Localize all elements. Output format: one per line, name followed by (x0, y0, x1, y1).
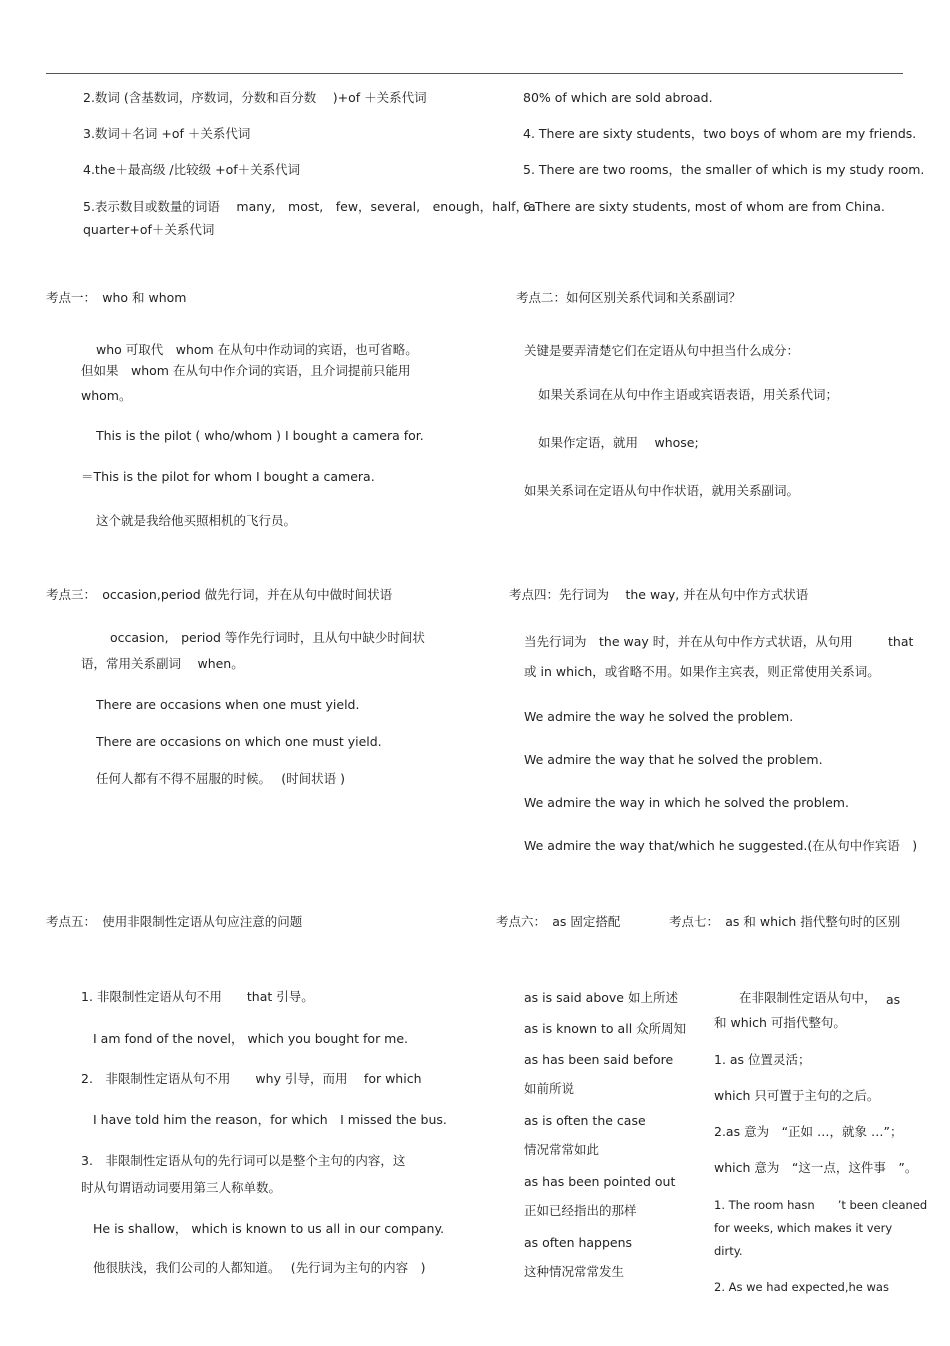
top-right-line: 4. There are sixty students，two boys of whom are my friends. (523, 126, 917, 141)
k5-line: I have told him the reason，for which I missed the bus. (93, 1112, 447, 1127)
k6-line: as is often the case (524, 1113, 646, 1128)
k4-line: 当先行词为 the way 时，并在从句中作方式状语，从句用 (524, 634, 853, 649)
k1-line: 这个就是我给他买照相机的飞行员。 (96, 513, 297, 528)
top-left-line: 5.表示数目或数量的词语 many, most, few，several, enough，half，a (83, 199, 536, 214)
k5-line: I am fond of the novel， which you bought for me. (93, 1031, 409, 1046)
k7-line: 2.as 意为 “正如 …，就象 …”； (714, 1124, 903, 1139)
k6-line: 如前所说 (524, 1081, 575, 1096)
k1-line: who 可取代 whom 在从句中作动词的宾语，也可省略。 (96, 342, 418, 357)
k5-line: He is shallow， which is known to us all in our company. (93, 1221, 445, 1236)
k2-line: 如果关系词在从句中作主语或宾语表语，用关系代词； (538, 387, 839, 402)
k4-line: 或 in which，或省略不用。如果作主宾表，则正常使用关系词。 (524, 664, 880, 679)
k1-line: 但如果 whom 在从句中作介词的宾语，且介词提前只能用 (81, 363, 411, 378)
top-left-line: 2.数词 (含基数词，序数词，分数和百分数 )+of ＋关系代词 (83, 90, 427, 105)
k1-line: ＝This is the pilot for whom I bought a camera. (81, 469, 375, 484)
k3-line: 语，常用关系副词 when。 (81, 656, 244, 671)
k6-line: 这种情况常常发生 (524, 1264, 625, 1279)
top-right-line: 80% of which are sold abroad. (523, 90, 713, 105)
k5-line: 2. 非限制性定语从句不用 why 引导，而用 for which (81, 1071, 422, 1086)
k2-line: 如果作定语，就用 whose; (538, 435, 699, 450)
k6-line: 情况常常如此 (524, 1142, 600, 1157)
k7-line: dirty. (714, 1244, 743, 1258)
k1-line: whom。 (81, 388, 132, 403)
k6-line: as is known to all 众所周知 (524, 1021, 687, 1036)
k6-line: as has been pointed out (524, 1174, 676, 1189)
k3-title: 考点三： occasion,period 做先行词，并在从句中做时间状语 (46, 587, 393, 602)
k2-title: 考点二：如何区别关系代词和关系副词？ (516, 290, 742, 305)
k7-line: which 只可置于主句的之后。 (714, 1088, 880, 1103)
k7-line: for weeks, which makes it very (714, 1221, 893, 1235)
top-left-line: quarter+of＋关系代词 (83, 222, 215, 237)
k6-line: 正如已经指出的那样 (524, 1203, 637, 1218)
k2-line: 关键是要弄清楚它们在定语从句中担当什么成分： (524, 343, 800, 358)
k6-line: as has been said before (524, 1052, 674, 1067)
k5-line: 3. 非限制性定语从句的先行词可以是整个主句的内容，这 (81, 1153, 406, 1168)
k5-title: 考点五： 使用非限制性定语从句应注意的问题 (46, 914, 303, 929)
k6-title: 考点六： as 固定搭配 (496, 914, 621, 929)
k4-line: We admire the way that/which he suggested.(在从句中作宾语 ) (524, 838, 918, 853)
k1-line: This is the pilot ( who/whom ) I bought a camera for. (96, 428, 424, 443)
k2-line: 如果关系词在定语从句中作状语，就用关系副词。 (524, 483, 800, 498)
k6-line: as often happens (524, 1235, 633, 1250)
k5-line: 1. 非限制性定语从句不用 that 引导。 (81, 989, 314, 1004)
k7-line: 在非限制性定语从句中， (739, 990, 877, 1005)
top-rule (46, 73, 903, 74)
top-right-line: 5. There are two rooms，the smaller of which is my study room. (523, 162, 925, 177)
top-right-line: 6.There are sixty students, most of whom are from China. (523, 199, 885, 214)
top-left-line: 4.the＋最高级 /比较级 +of＋关系代词 (83, 162, 301, 177)
top-left-line: 3.数词＋名词 +of ＋关系代词 (83, 126, 251, 141)
k7-line: 1. as 位置灵活； (714, 1052, 811, 1067)
k7-line: as (886, 992, 901, 1007)
k3-line: There are occasions when one must yield. (96, 697, 360, 712)
k7-line: 2. As we had expected,he was (714, 1280, 889, 1294)
k5-line: 时从句谓语动词要用第三人称单数。 (81, 1180, 282, 1195)
k4-line: We admire the way that he solved the problem. (524, 752, 823, 767)
k7-line: 和 which 可指代整句。 (714, 1015, 846, 1030)
k1-title: 考点一： who 和 whom (46, 290, 187, 305)
k3-line: There are occasions on which one must yield. (96, 734, 382, 749)
k5-line: 他很肤浅，我们公司的人都知道。 (先行词为主句的内容 ) (93, 1260, 426, 1275)
k4-line: We admire the way in which he solved the problem. (524, 795, 849, 810)
k3-line: 任何人都有不得不屈服的时候。 (时间状语 ) (96, 771, 345, 786)
k7-line: 1. The room hasn ’t been cleaned (714, 1198, 928, 1212)
k7-line: which 意为 “这一点，这件事 ”。 (714, 1160, 918, 1175)
k6-line: as is said above 如上所述 (524, 990, 678, 1005)
k4-title: 考点四：先行词为 the way, 并在从句中作方式状语 (509, 587, 809, 602)
k4-line: that (888, 634, 914, 649)
k4-line: We admire the way he solved the problem. (524, 709, 794, 724)
k3-line: occasion, period 等作先行词时，且从句中缺少时间状 (110, 630, 425, 645)
k7-title: 考点七： as 和 which 指代整句时的区别 (669, 914, 901, 929)
